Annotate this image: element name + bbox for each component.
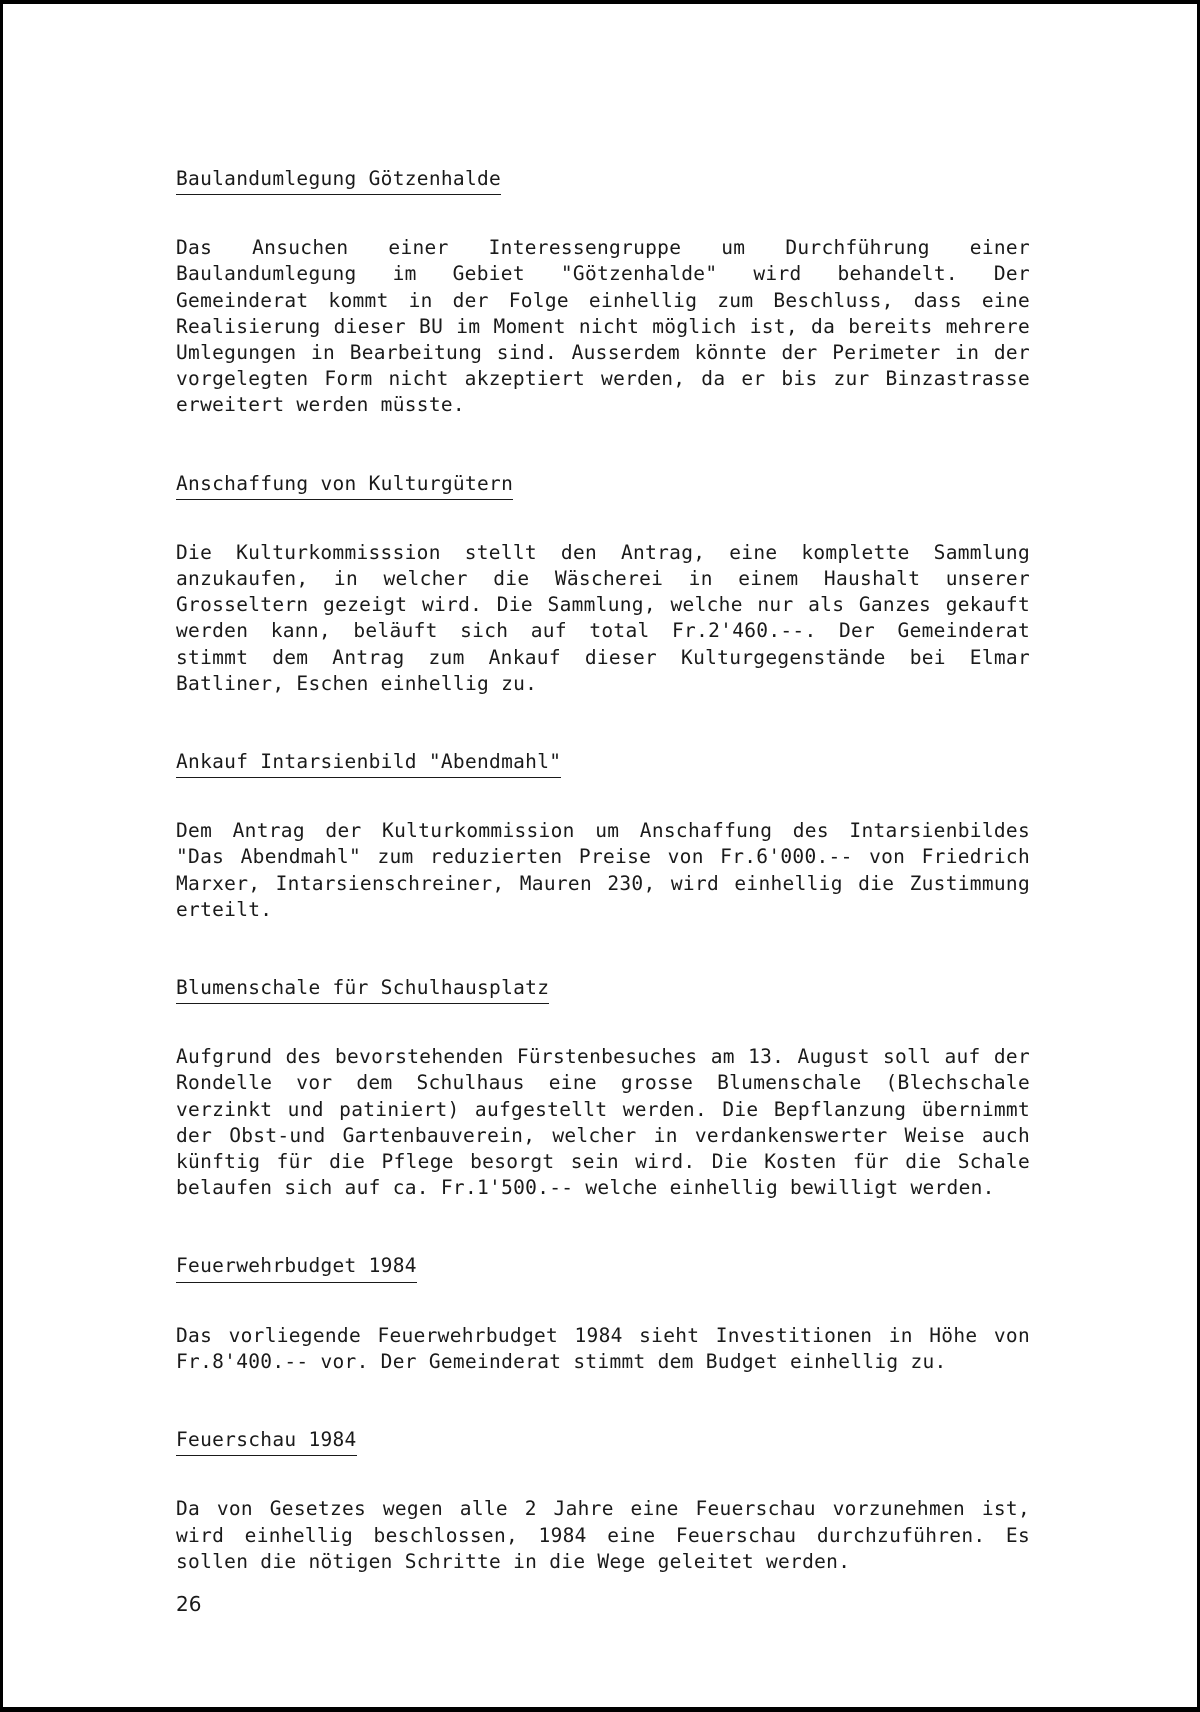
section-heading: Blumenschale für Schulhausplatz (176, 975, 549, 1004)
section-paragraph: Aufgrund des bevorstehenden Fürstenbesuches am 13. August soll auf der Rondelle vor dem Schulhaus eine grosse Blumenschale (Blechschale verzinkt und patiniert) aufgestellt werden. Die Bepflanzung übernimmt der Obst-und Gartenbauverein, welcher in verdankenswerter Weise auch künftig für die Pflege besorgt sein wird. Die Kosten für die Schale belaufen sich auf ca. Fr.1'500.-- welche einhellig bewilligt werden. (176, 1045, 1030, 1200)
section-paragraph: Das vorliegende Feuerwehrbudget 1984 sieht Investitionen in Höhe von Fr.8'400.-- vor. Der Gemeinderat stimmt dem Budget einhellig zu. (176, 1323, 1030, 1373)
document-body (176, 166, 1030, 1627)
section-kulturgueter (176, 471, 1030, 697)
section-paragraph: Das Ansuchen einer Interessengruppe um Durchführung einer Baulandumlegung im Gebiet "Götzenhalde" wird behandelt. Der Gemeinderat kommt in der Folge einhellig zum Beschluss, dass eine Realisierung dieser BU im Moment nicht möglich ist, da bereits mehrere Umlegungen in Bearbeitung sind. Ausserdem könnte der Perimeter in der vorgelegten Form nicht akzeptiert werden, da er bis zur Binzastrasse erweitert werden müsste. (176, 236, 1030, 417)
section-heading: Baulandumlegung Götzenhalde (176, 166, 501, 195)
page-number: 26 (176, 1592, 202, 1616)
section-heading: Feuerschau 1984 (176, 1427, 357, 1456)
section-heading: Anschaffung von Kulturgütern (176, 471, 513, 500)
section-baulandumlegung (176, 166, 1030, 419)
section-heading: Feuerwehrbudget 1984 (176, 1253, 417, 1282)
section-feuerwehrbudget (176, 1253, 1030, 1375)
section-paragraph: Da von Gesetzes wegen alle 2 Jahre eine Feuerschau vorzunehmen ist, wird einhellig beschlossen, 1984 eine Feuerschau durchzuführen. Es sollen die nötigen Schritte in die Wege geleitet werden. (176, 1497, 1030, 1573)
section-paragraph: Dem Antrag der Kulturkommission um Anschaffung des Intarsienbildes "Das Abendmahl" zum reduzierten Preise von Fr.6'000.-- von Friedrich Marxer, Intarsienschreiner, Mauren 230, wird einhellig die Zustimmung erteilt. (176, 819, 1030, 921)
section-blumenschale (176, 975, 1030, 1201)
section-paragraph: Die Kulturkommisssion stellt den Antrag, eine komplette Sammlung anzukaufen, in welcher die Wäscherei in einem Haushalt unserer Grosseltern gezeigt wird. Die Sammlung, welche nur als Ganzes gekauft werden kann, beläuft sich auf total Fr.2'460.--. Der Gemeinderat stimmt dem Antrag zum Ankauf dieser Kulturgegenstände bei Elmar Batliner, Eschen einhellig zu. (176, 540, 1030, 695)
section-feuerschau (176, 1427, 1030, 1575)
section-heading: Ankauf Intarsienbild "Abendmahl" (176, 749, 561, 778)
section-intarsienbild (176, 749, 1030, 923)
